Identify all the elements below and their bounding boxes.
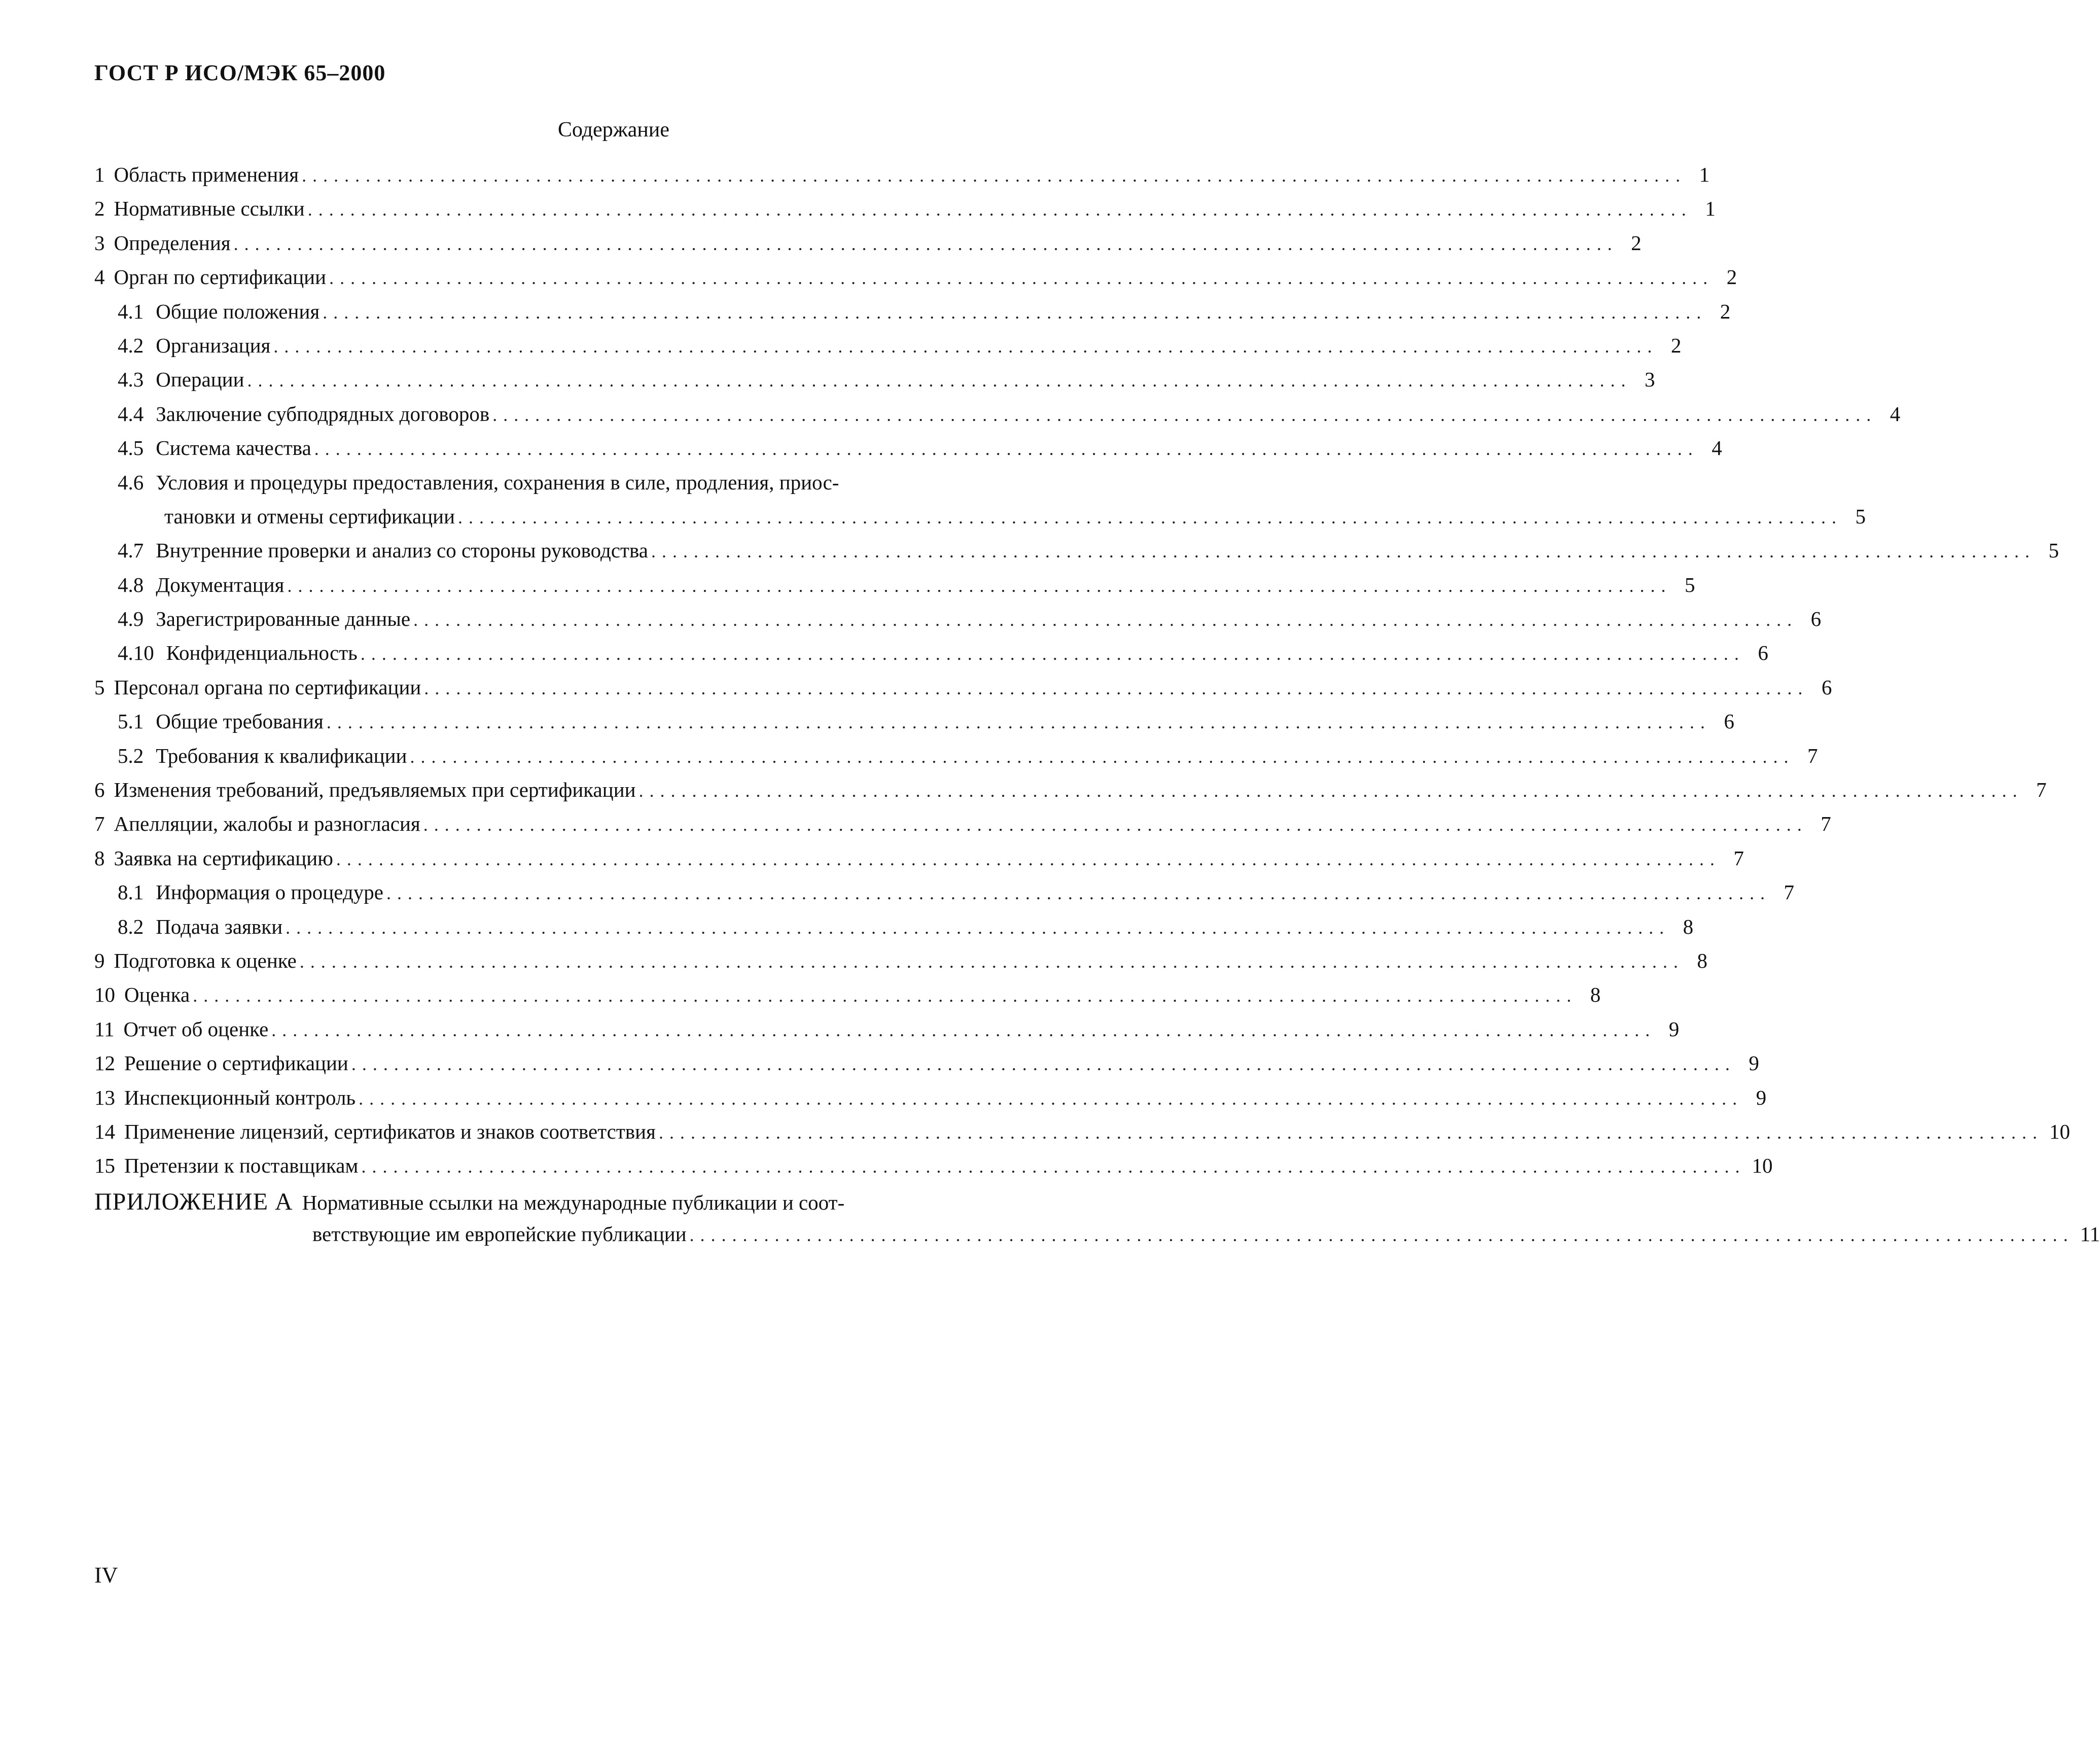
toc-entry-label: Документация	[156, 573, 284, 596]
dot-leader: ..................................................................................................................................	[658, 1122, 2043, 1143]
toc-entry[interactable]	[94, 196, 1716, 230]
toc-entry-page: 2	[1726, 265, 1737, 289]
toc-entry-page: 9	[1668, 1017, 1680, 1041]
toc-entry-number: 12	[94, 1051, 115, 1075]
toc-entry-page: 9	[1749, 1051, 1759, 1075]
toc-entry[interactable]	[94, 436, 1722, 470]
toc-entry-number: ПРИЛОЖЕНИЕ А	[94, 1188, 293, 1215]
toc-entry-continuation[interactable]	[94, 1222, 2100, 1256]
toc-entry-label-continuation: ветствующие им европейские публикации	[312, 1222, 687, 1246]
toc-entry-label: Применение лицензий, сертификатов и знаков соответствия	[124, 1119, 656, 1143]
toc-entry[interactable]	[94, 402, 1901, 436]
toc-entry-continuation[interactable]	[94, 504, 1866, 538]
page-number: IV	[94, 1563, 118, 1587]
toc-entry-label: Операции	[156, 368, 244, 392]
toc-entry[interactable]	[94, 607, 1822, 641]
dot-leader: ..................................................................................................................................	[314, 439, 1699, 460]
toc-entry-page: 11	[2080, 1222, 2100, 1246]
toc-entry-page: 9	[1756, 1085, 1767, 1109]
toc-entry-label: Внутренние проверки и анализ со стороны руководства	[156, 539, 648, 562]
dot-leader: ..................................................................................................................................	[329, 268, 1714, 289]
toc-entry-number: 4	[94, 265, 105, 289]
toc-entry-page: 6	[1758, 641, 1768, 665]
dot-leader: ..................................................................................................................................	[286, 917, 1670, 938]
toc-entry-page: 4	[1712, 436, 1722, 460]
toc-entry-page: 5	[1855, 504, 1866, 528]
document-code-header: ГОСТ Р ИСО/МЭК 65–2000	[94, 60, 386, 85]
toc-entry-number: 4.1	[118, 299, 144, 323]
toc-entry-number: 14	[94, 1119, 115, 1143]
toc-entry-page: 2	[1631, 231, 1642, 255]
toc-entry[interactable]	[94, 299, 1731, 333]
toc-entry-page: 8	[1683, 914, 1694, 938]
toc-entry[interactable]	[94, 1085, 1767, 1119]
toc-entry[interactable]	[94, 778, 2047, 812]
dot-leader: ..................................................................................................................................	[287, 575, 1672, 596]
toc-entry-page: 5	[2048, 539, 2059, 562]
toc-entry-label: Конфиденциальность	[166, 641, 358, 665]
dot-leader: ..................................................................................................................................	[458, 507, 1843, 527]
toc-entry[interactable]	[94, 914, 1694, 948]
dot-leader: ..................................................................................................................................	[410, 746, 1795, 767]
toc-entry-label: Оценка	[124, 983, 190, 1007]
toc-entry[interactable]	[94, 948, 1707, 982]
toc-entry-label: Область применения	[114, 163, 299, 186]
toc-entry[interactable]	[94, 709, 1734, 743]
toc-entry-number: 4.8	[118, 573, 144, 596]
toc-entry-number: 4.5	[118, 436, 144, 460]
toc-entry-page: 1	[1705, 197, 1716, 221]
toc-entry[interactable]	[94, 265, 1737, 299]
toc-entry-number: 5.1	[118, 710, 144, 733]
toc-entry-label: Зарегистрированные данные	[156, 607, 411, 631]
toc-entry-label: Общие положения	[156, 299, 320, 323]
toc-entry-label: Условия и процедуры предоставления, сохранения в силе, продления, приос-	[156, 470, 839, 494]
toc-entry-number: 7	[94, 812, 105, 836]
toc-entry[interactable]	[94, 1153, 1773, 1187]
toc-entry[interactable]	[94, 880, 1794, 914]
toc-entry-label: Требования к квалификации	[156, 744, 407, 767]
toc-entry-number: 15	[94, 1154, 115, 1178]
toc-entry-number: 4.2	[118, 333, 144, 357]
toc-entry-label: Подготовка к оценке	[114, 948, 297, 972]
toc-entry-label: Инспекционный контроль	[124, 1085, 356, 1109]
dot-leader: ..................................................................................................................................	[299, 951, 1684, 972]
toc-entry-number: 2	[94, 197, 105, 221]
toc-entry[interactable]	[94, 573, 1695, 607]
dot-leader: ..................................................................................................................................	[351, 1054, 1736, 1075]
toc-entry[interactable]	[94, 367, 1655, 401]
dot-leader: ..................................................................................................................................	[359, 1088, 1743, 1109]
toc-entry-label: Информация о процедуре	[156, 880, 383, 904]
dot-leader: ..................................................................................................................................	[273, 336, 1658, 357]
toc-entry[interactable]	[94, 812, 1831, 845]
toc-entry[interactable]	[94, 470, 1122, 504]
toc-entry-label: Орган по сертификации	[114, 265, 327, 289]
toc-entry-number: 3	[94, 231, 105, 255]
dot-leader: ..................................................................................................................................	[651, 541, 2036, 562]
dot-leader: ..................................................................................................................................	[423, 815, 1808, 835]
dot-leader: ..................................................................................................................................	[689, 1225, 2074, 1246]
toc-entry-label: Определения	[114, 231, 231, 255]
toc-entry-number: 1	[94, 163, 105, 186]
toc-entry-page: 6	[1724, 710, 1734, 733]
dot-leader: ..................................................................................................................................	[638, 781, 2023, 801]
toc-entry[interactable]	[94, 538, 2059, 572]
toc-entry-number: 5.2	[118, 744, 144, 767]
toc-entry[interactable]	[94, 1051, 1759, 1085]
toc-entry-number: 4.9	[118, 607, 144, 631]
toc-entry-page: 7	[1733, 846, 1744, 870]
dot-leader: ..................................................................................................................................	[386, 883, 1771, 904]
toc-entry-number: 8	[94, 846, 105, 870]
toc-entry-page: 7	[1821, 812, 1831, 836]
toc-entry-label: Персонал органа по сертификации	[114, 675, 421, 699]
toc-title: Содержание	[557, 118, 670, 142]
toc-entry[interactable]	[94, 231, 1642, 265]
dot-leader: ..................................................................................................................................	[336, 849, 1721, 869]
dot-leader: ..................................................................................................................................	[247, 370, 1632, 391]
dot-leader: ..................................................................................................................................	[360, 644, 1745, 664]
toc-entry[interactable]	[94, 846, 1744, 880]
toc-entry[interactable]	[94, 982, 1601, 1016]
toc-entry-page: 5	[1684, 573, 1695, 596]
toc-entry-label: Изменения требований, предъявляемых при сертификации	[114, 778, 636, 802]
toc-entry-page: 2	[1670, 333, 1682, 357]
toc-entry-page: 2	[1720, 299, 1731, 323]
dot-leader: ..................................................................................................................................	[271, 1019, 1656, 1040]
toc-entry-page: 1	[1699, 163, 1710, 186]
dot-leader: ..................................................................................................................................	[361, 1156, 1746, 1177]
toc-entry-page: 6	[1821, 675, 1832, 699]
toc-entry-label: Заключение субподрядных договоров	[156, 402, 490, 426]
toc-entry-label: Решение о сертификации	[124, 1051, 348, 1075]
dot-leader: ..................................................................................................................................	[193, 985, 1578, 1006]
toc-entry-label: Нормативные ссылки	[114, 197, 305, 221]
toc-entry-label: Организация	[156, 333, 271, 357]
toc-entry-page: 3	[1645, 368, 1655, 392]
table-of-contents	[94, 162, 2100, 1256]
dot-leader: ..................................................................................................................................	[424, 678, 1809, 698]
toc-entry-number: 5	[94, 675, 105, 699]
dot-leader: ..................................................................................................................................	[323, 302, 1707, 323]
toc-entry-page: 4	[1890, 402, 1901, 426]
toc-entry-number: 8.2	[118, 914, 144, 938]
toc-entry-number: 8.1	[118, 880, 144, 904]
toc-entry[interactable]	[94, 162, 1710, 196]
dot-leader: ..................................................................................................................................	[302, 165, 1687, 186]
toc-entry-label: Подача заявки	[156, 914, 283, 938]
toc-entry[interactable]	[94, 1119, 2070, 1153]
toc-entry-page: 10	[2049, 1119, 2070, 1143]
toc-entry-page: 7	[1784, 880, 1794, 904]
toc-entry[interactable]	[94, 675, 1832, 709]
toc-entry[interactable]	[94, 1017, 1680, 1051]
toc-entry-page: 7	[1807, 744, 1818, 767]
toc-entry-number: 10	[94, 983, 115, 1007]
toc-entry-page: 10	[1752, 1154, 1773, 1178]
toc-entry-number: 4.4	[118, 402, 144, 426]
dot-leader: ..................................................................................................................................	[492, 404, 1877, 425]
toc-entry-page: 7	[2036, 778, 2047, 802]
dot-leader: ..................................................................................................................................	[326, 712, 1711, 733]
toc-entry-label: Отчет об оценке	[123, 1017, 269, 1041]
toc-entry-number: 4.10	[118, 641, 154, 665]
toc-entry-number: 9	[94, 948, 105, 972]
toc-entry-page: 8	[1697, 948, 1707, 972]
toc-entry-label: Апелляции, жалобы и разногласия	[114, 812, 420, 836]
toc-entry-number: 4.7	[118, 539, 144, 562]
toc-entry-label: Заявка на сертификацию	[114, 846, 333, 870]
toc-entry-page: 6	[1810, 607, 1822, 631]
toc-entry-number: 11	[94, 1017, 115, 1041]
toc-entry-number: 4.6	[118, 470, 144, 494]
dot-leader: ..................................................................................................................................	[233, 233, 1618, 254]
dot-leader: ..................................................................................................................................	[307, 199, 1692, 220]
toc-entry-label: Нормативные ссылки на международные публикации и соот-	[302, 1190, 845, 1214]
toc-entry-label: Претензии к поставщикам	[124, 1154, 359, 1178]
toc-entry-label: Общие требования	[156, 710, 324, 733]
toc-entry-label-continuation: тановки и отмены сертификации	[164, 504, 455, 528]
toc-entry-number: 13	[94, 1085, 115, 1109]
toc-entry-appendix[interactable]	[94, 1188, 1122, 1222]
toc-entry-page: 8	[1590, 983, 1601, 1007]
toc-entry[interactable]	[94, 744, 1818, 778]
toc-entry[interactable]	[94, 641, 1768, 675]
toc-entry[interactable]	[94, 333, 1682, 367]
toc-entry-number: 6	[94, 778, 105, 802]
dot-leader: ..................................................................................................................................	[413, 610, 1798, 630]
toc-entry-label: Система качества	[156, 436, 311, 460]
toc-entry-number: 4.3	[118, 368, 144, 392]
